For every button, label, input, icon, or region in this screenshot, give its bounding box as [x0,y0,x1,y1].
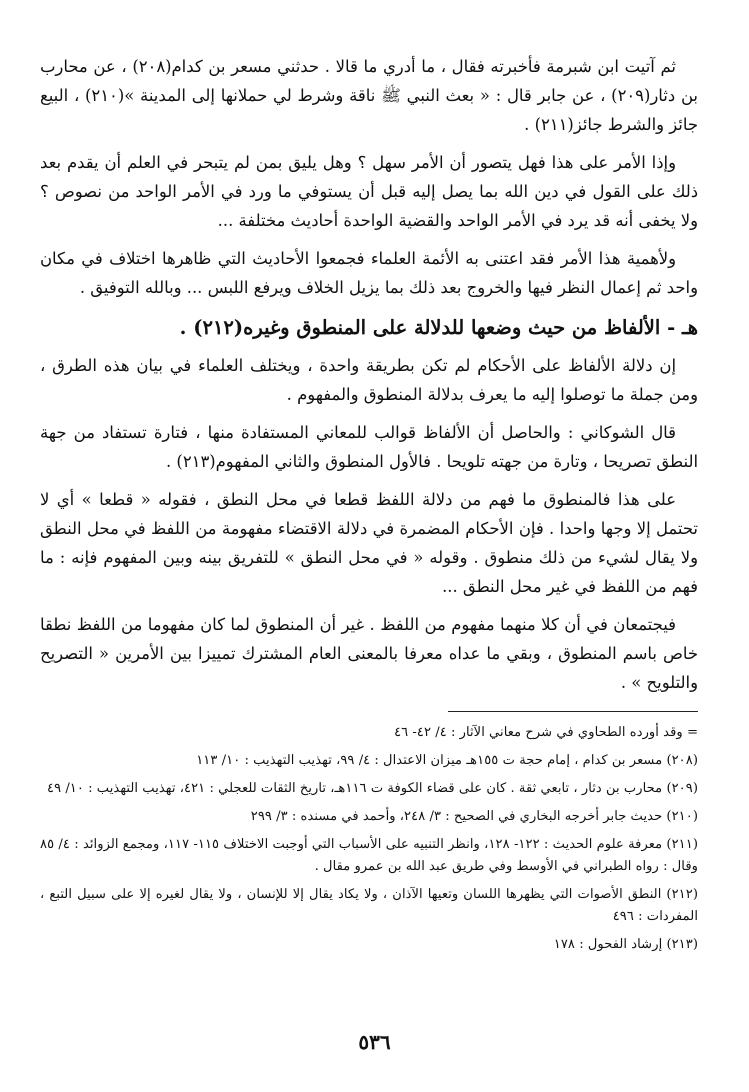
paragraph-7: فيجتمعان في أن كلا منهما مفهوم من اللفظ . غير أن المنطوق لما كان مفهوما من اللفظ نطقا خاص باسم المنطوق ، وبقي ما عداه معرفا بالمعنى العام المشترك تمييزا بين الأمرين « التصريح والتلويح » . [40,615,698,692]
footnote-separator [448,711,698,712]
paragraph-4: إن دلالة الألفاظ على الأحكام لم تكن بطريقة واحدة ، ويختلف العلماء في بيان هذه الطرق ، ومن جملة ما توصلوا إليه ما يعرف بدلالة المنطوق والمفهوم . [40,356,698,404]
page-number: ٥٣٦ [358,1030,391,1054]
paragraph-5: قال الشوكاني : والحاصل أن الألفاظ قوالب للمعاني المستفادة منها ، فتارة تستفاد من جهة النطق تصريحا ، وتارة من جهته تلويحا . فالأول المنطوق والثاني المفهوم(٢١٣) . [40,423,698,471]
footnote-212: (٢١٢) النطق الأصوات التي يظهرها اللسان وتعيها الآذان ، ولا يكاد يقال إلا للإنسان ، ولا يقال لغيره إلا على سبيل التبع ، المفردات : ٤٩٦ [40,887,698,924]
footnote-208: (٢٠٨) مسعر بن كدام ، إمام حجة ت ١٥٥هـ ميزان الاعتدال : ٤/ ٩٩، تهذيب التهذيب : ١٠/ ١١٣ [196,753,698,768]
footnote-210: (٢١٠) حديث جابر أخرجه البخاري في الصحيح : ٣/ ٢٤٨، وأحمد في مسنده : ٣/ ٢٩٩ [250,809,698,824]
footnote-209: (٢٠٩) محارب بن دثار ، تابعي ثقة . كان على قضاء الكوفة ت ١١٦هـ، تاريخ الثقات للعجلي : ٤٢١، تهذيب التهذيب : ١٠/ ٤٩ [46,781,698,796]
paragraph-1: ثم آتيت ابن شبرمة فأخبرته فقال ، ما أدري ما قالا . حدثني مسعر بن كدام(٢٠٨) ، عن محارب بن دثار(٢٠٩) ، عن جابر قال : « بعث النبي ﷺ ناقة وشرط لي حملانها إلى المدينة »(٢١٠) ، البيع جائز والشرط جائز(٢١١) . [40,57,698,134]
paragraph-2: وإذا الأمر على هذا فهل يتصور أن الأمر سهل ؟ وهل يليق بمن لم يتبحر في العلم أن يقدم بعد ذلك على القول في دين الله بما يصل إليه قبل أن يستوفي ما ورد في الأمر الواحد من نصوص ؟ ولا يخفى أنه قد يرد في الأمر الواحد والقضية الواحدة أحاديث مختلفة ... [40,153,698,230]
footnote-continued: = وقد أورده الطحاوي في شرح معاني الآثار : ٤/ ٤٢- ٤٦ [394,725,698,740]
footnote-211: (٢١١) معرفة علوم الحديث : ١٢٢- ١٢٨، وانظر التنبيه على الأسباب التي أوجبت الاختلاف ١١٥- ١١٧، ومجمع الزوائد : ٤/ ٨٥ وقال : رواه الطبراني في الأوسط وفي طريق عبد الله بن عمرو مقال . [40,837,698,874]
section-heading: هـ - الألفاظ من حيث وضعها للدلالة على المنطوق وغيره(٢١٢) . [179,316,698,339]
paragraph-3: ولأهمية هذا الأمر فقد اعتنى به الأئمة العلماء فجمعوا الأحاديث التي ظاهرها اختلاف في مكان واحد ثم إعمال النظر فيها والخروج بعد ذلك بما يزيل الخلاف ويرفع اللبس ... وبالله التوفيق . [40,249,698,297]
paragraph-6: على هذا فالمنطوق ما فهم من دلالة اللفظ قطعا في محل النطق ، فقوله « قطعا » أي لا تحتمل إلا وجها واحدا . فإن الأحكام المضمرة في دلالة الاقتضاء مفهومة من اللفظ في محل النطق ولا يقال لشيء من ذلك منطوق . وقوله « في محل النطق » للتفريق بينه وبين المفهوم فإنه : ما فهم من اللفظ في غير محل النطق ... [40,490,698,596]
footnote-213: (٢١٣) إرشاد الفحول : ١٧٨ [553,937,698,952]
page-body [40,52,698,962]
